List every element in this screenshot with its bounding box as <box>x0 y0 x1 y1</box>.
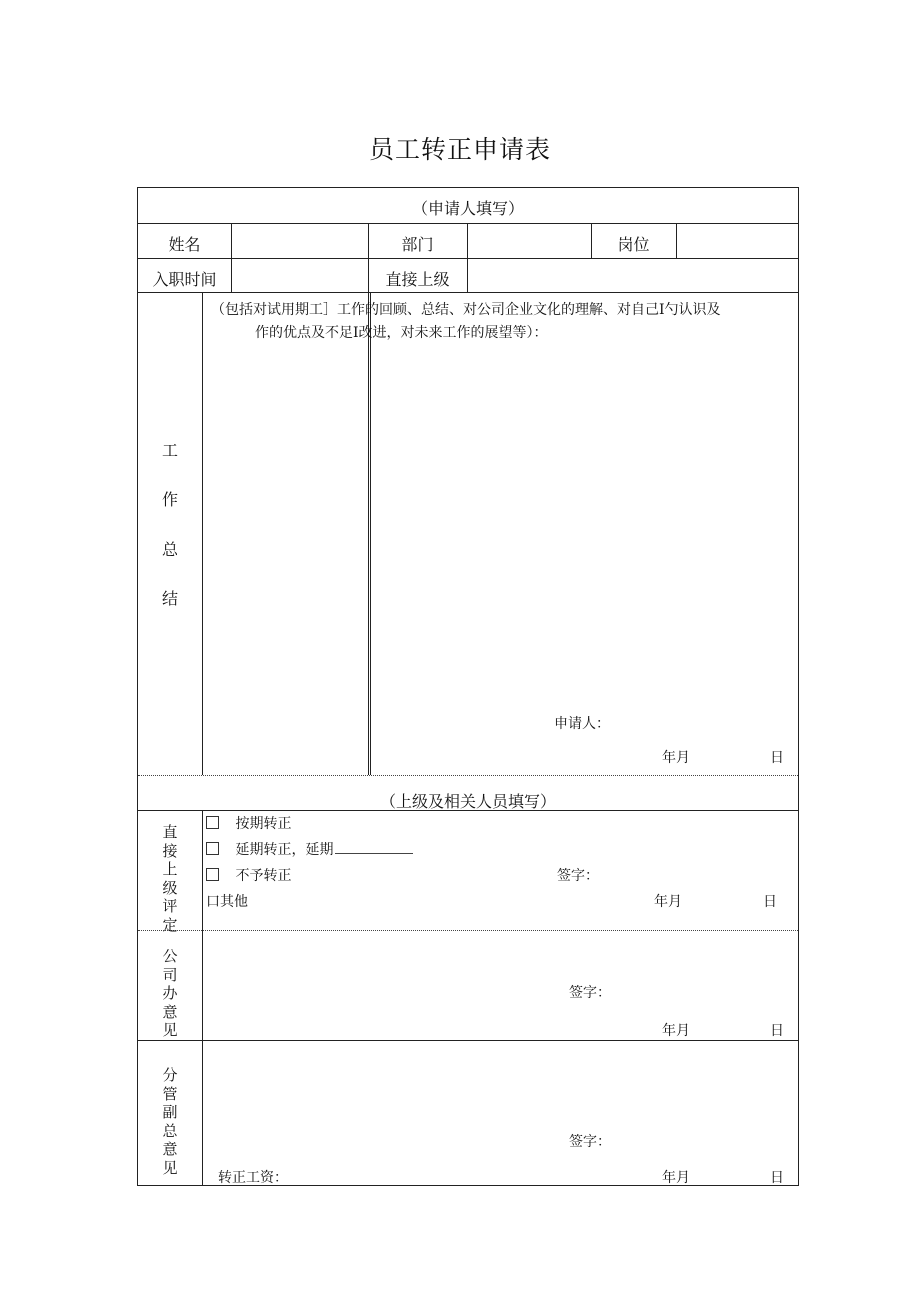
work-summary-field[interactable] <box>378 348 788 708</box>
divider <box>138 292 798 293</box>
work-summary-label-3: 总 <box>161 540 178 559</box>
department-label: 部门 <box>401 235 434 254</box>
option-other[interactable]: 口其他 <box>206 894 248 910</box>
delay-period-field[interactable] <box>335 841 413 854</box>
regular-salary-label: 转正工资： <box>218 1170 288 1186</box>
date-year-month: 年月 <box>662 1023 690 1039</box>
work-summary-label-1: 工 <box>161 441 178 460</box>
divider <box>676 223 677 258</box>
divider <box>370 292 371 775</box>
probation-form <box>137 187 799 1186</box>
date-day: 日 <box>770 1023 784 1039</box>
checkbox-icon[interactable] <box>206 868 219 881</box>
section-applicant-header: （申请人填写） <box>411 199 524 218</box>
divider <box>138 258 798 259</box>
option-on-time[interactable]: 按期转正 <box>206 813 291 833</box>
date-year-month: 年月 <box>654 894 682 910</box>
office-opinion-label: 公 司 办 意 见 <box>162 947 178 1039</box>
divider <box>202 810 203 1186</box>
checkbox-icon[interactable] <box>206 816 219 829</box>
checkbox-icon[interactable] <box>206 842 219 855</box>
form-title: 员工转正申请表 <box>368 135 551 164</box>
name-label: 姓名 <box>168 235 201 254</box>
summary-hint-line2: 作的优点及不足I改进，对未来工作的展望等）： <box>255 325 548 341</box>
work-summary-label-2: 作 <box>161 490 178 509</box>
divider <box>467 223 468 292</box>
divider <box>231 258 232 292</box>
position-label: 岗位 <box>617 235 650 254</box>
date-day: 日 <box>770 750 784 766</box>
section-superior-header: （上级及相关人员填写） <box>379 792 556 811</box>
date-year-month: 年月 <box>662 750 690 766</box>
divider <box>202 292 203 775</box>
divider <box>368 292 369 775</box>
date-year-month: 年月 <box>662 1170 690 1186</box>
option-not-approved[interactable]: 不予转正 <box>206 865 291 885</box>
divider <box>231 223 232 258</box>
divider <box>138 1040 798 1041</box>
hire-date-label: 入职时间 <box>152 270 217 289</box>
option-delayed[interactable]: 延期转正，延期 <box>206 839 413 859</box>
supervisor-eval-label: 直 接 上 级 评 定 <box>162 823 178 934</box>
vp-sign-label: 签字： <box>569 1134 611 1150</box>
date-day: 日 <box>770 1170 784 1186</box>
divider <box>138 223 798 224</box>
supervisor-sign-label: 签字： <box>557 868 599 884</box>
direct-supervisor-label: 直接上级 <box>385 270 450 289</box>
vp-opinion-label: 分 管 副 总 意 见 <box>162 1066 178 1177</box>
divider <box>138 930 798 931</box>
office-sign-label: 签字： <box>569 985 611 1001</box>
divider <box>138 775 798 776</box>
work-summary-label-4: 结 <box>161 589 178 608</box>
applicant-sign-label: 申请人： <box>554 716 610 732</box>
summary-hint-line1: （包括对试用期工］工作的回顾、总结、对公司企业文化的理解、对自己I勺认识及 <box>211 302 721 318</box>
date-day: 日 <box>763 894 777 910</box>
